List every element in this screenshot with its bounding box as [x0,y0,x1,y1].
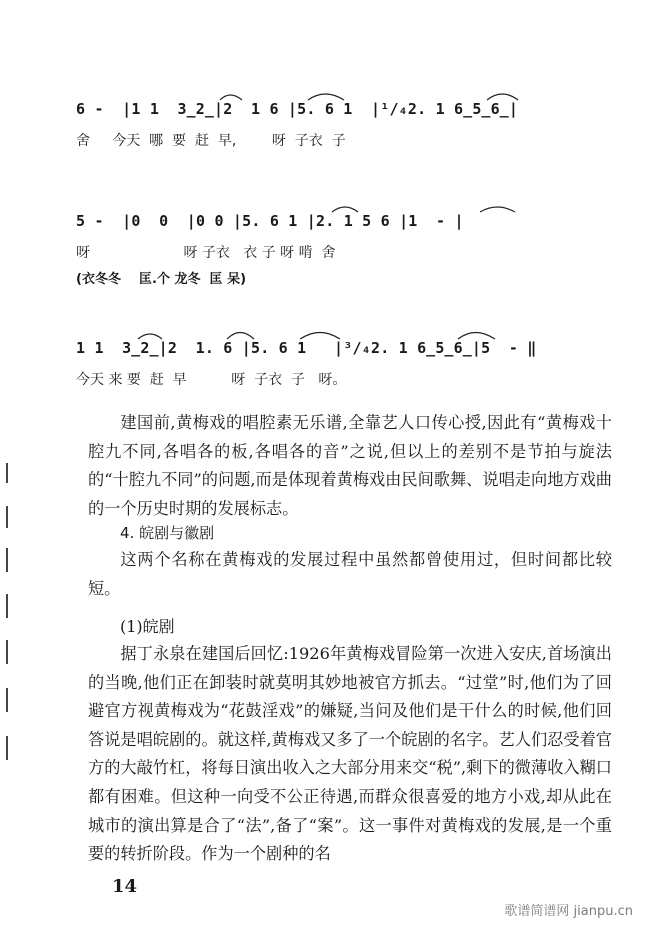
section-heading: 4. 皖剧与徽剧 [120,524,215,542]
margin-mark [6,688,8,712]
margin-mark [6,640,8,664]
lyrics-row: 今天 来 要 赶 早 呀 子衣 子 呀。 [76,372,347,388]
page-number: 14 [112,876,138,897]
lyrics-row: 呀 呀 子衣 衣 子 呀 啃 舍 [76,245,336,261]
notation-row: 1 1 3̲2̲|2 1. 6 |5. 6 1 |³/₄2. 1 6̲5̲6̲|5 - ‖ [76,339,537,357]
margin-mark [6,548,8,572]
lyrics-row: 舍 今天 哪 要 赶 早, 呀 子衣 子 [76,133,346,149]
notation-row: 5 - |0 0 |0 0 |5. 6 1 |2. 1 5 6 |1 - | [76,212,464,230]
paragraph-2: 这两个名称在黄梅戏的发展过程中虽然都曾使用过，但时间都比较短。 [88,550,612,598]
margin-mark [6,594,8,618]
paragraph-3: 据丁永泉在建国后回忆:1926年黄梅戏冒险第一次进入安庆,首场演出的当晚,他们正在卸装时就莫明其妙地被官方抓去。“过堂”时,他们为了回避官方视黄梅戏为“花鼓淫戏”的嫌疑,当问及他们是干什么的时候,他们回答说是唱皖剧的。就这样,黄梅戏又多了一个皖剧的名字。艺人们忍受着官方的大敲竹杠，将每日演出收入之大部分用来交“税”,剩下的微薄收入糊口都有困难。但这种一向受不公正待遇,而群众很喜爱的地方小戏,却从此在城市的演出算是合了“法”,备了“案”。这一事件对黄梅戏的发展,是一个重要的转折阶段。作为一个剧种的名 [88,644,612,864]
percussion-row: (衣冬冬 匡.个 龙冬 匡 呆) [76,272,247,287]
watermark: 歌谱简谱网 jianpu.cn [504,904,633,919]
margin-mark [6,463,8,483]
notation-row: 6 - |1 1 3̲2̲|2 1 6 |5. 6 1 |¹/₄2. 1 6̲5̲6̲| [76,100,519,118]
margin-mark [6,506,8,528]
sub-heading: (1)皖剧 [120,617,175,636]
margin-mark [6,736,8,760]
paragraph-1: 建国前,黄梅戏的唱腔素无乐谱,全靠艺人口传心授,因此有“黄梅戏十腔九不同,各唱各的板,各唱各的音”之说,但以上的差别不是节拍与旋法的“十腔九不同”的问题,而是体现着黄梅戏由民间歌舞、说唱走向地方戏曲的一个历史时期的发展标志。 [88,413,612,518]
